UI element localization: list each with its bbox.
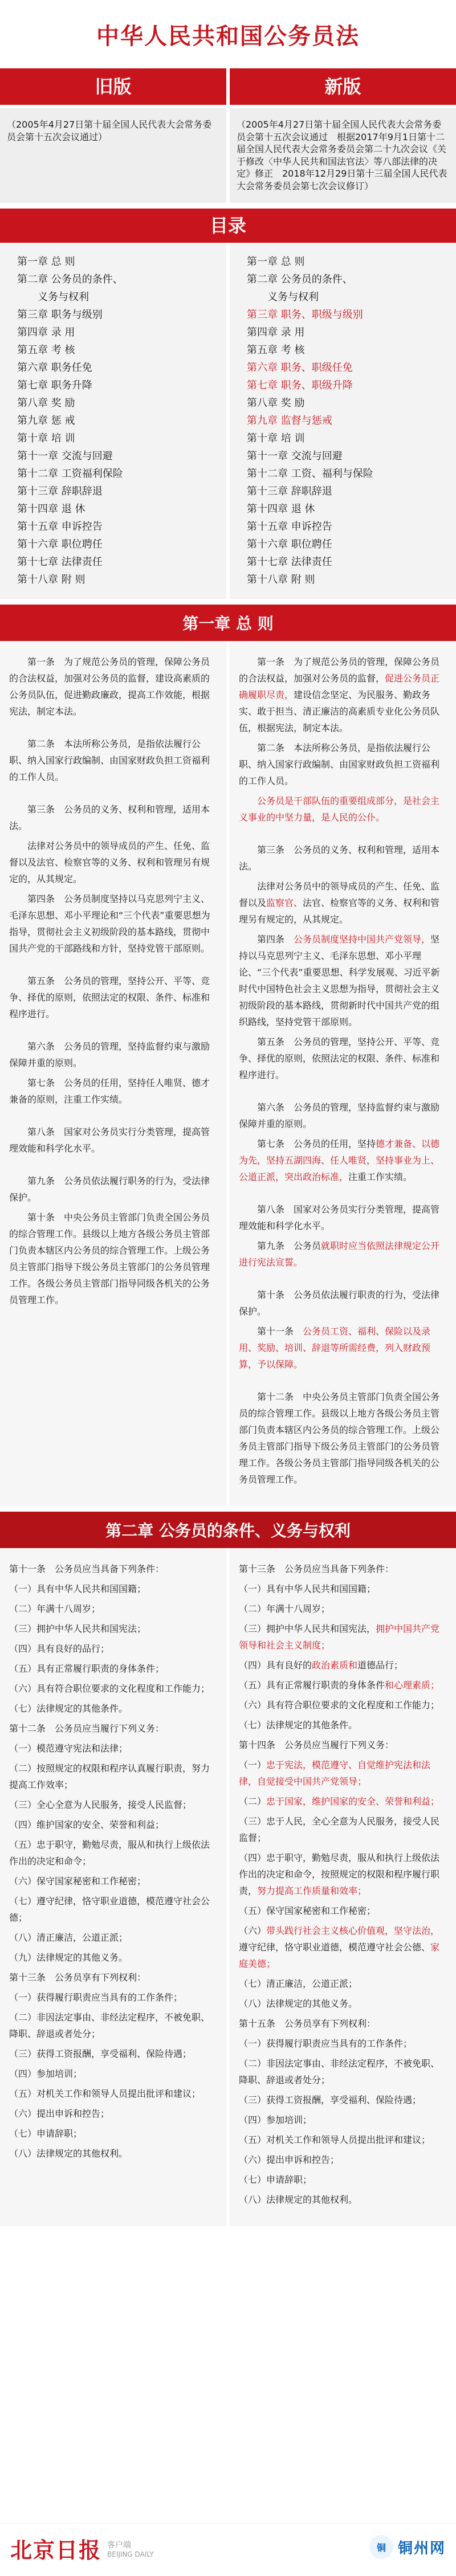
toc-item: 义务与权利 xyxy=(38,291,89,303)
article-text: （五）对机关工作和领导人员提出批评和建议； xyxy=(9,2088,201,2099)
article-paragraph xyxy=(239,1813,447,1846)
footer-right xyxy=(369,2535,446,2559)
article-paragraph xyxy=(9,1124,217,1157)
revised-text: 政治素质和 xyxy=(312,1659,358,1671)
article-paragraph xyxy=(239,1850,447,1899)
article-paragraph xyxy=(239,1677,447,1693)
article-text: 第一条 为了规范公务员的管理，保障公务员的合法权益，加强对公务员的监督，建设高素质的公务员队伍，促进勤政廉政，提高工作效能，根据宪法，制定本法。 xyxy=(9,656,210,717)
article-paragraph xyxy=(9,1873,217,1889)
toc-item: 第八章 奖 励 xyxy=(17,397,75,409)
toc-item: 第十四章 退 休 xyxy=(17,503,85,515)
toc-item: 第十七章 法律责任 xyxy=(17,556,103,568)
revised-text: 德才兼备、以德为先，坚持五湖四海、任人唯贤，坚持事业为上、公道正派，突出政治标准， xyxy=(239,1138,440,1182)
article-text: （一）获得履行职责应当具有的工作条件； xyxy=(9,1991,183,2003)
article-text: 第八条 国家对公务员实行分类管理，提高管理效能和科学化水平。 xyxy=(239,1203,440,1231)
article-text: （六） xyxy=(239,1925,267,1936)
article-text: （三）全心全意为人民服务，接受人民监督； xyxy=(9,1799,192,1810)
article-paragraph xyxy=(239,1034,447,1083)
brand-name: 铜州网 xyxy=(397,2540,446,2557)
new-version-header: 新版 xyxy=(230,68,456,105)
article-paragraph xyxy=(239,1737,447,1753)
article-text: （三）忠于人民，全心全意为人民服务，接受人民监督； xyxy=(239,1815,440,1843)
article-paragraph xyxy=(239,2035,447,2052)
article-text: （三）拥护中华人民共和国宪法； xyxy=(9,1623,146,1634)
toc-item: 第十四章 退 休 xyxy=(247,503,315,515)
article-paragraph xyxy=(9,838,217,887)
article-paragraph xyxy=(239,842,447,875)
article-paragraph xyxy=(239,1757,447,1790)
article-paragraph xyxy=(9,1740,217,1757)
article-text: （六）提出申诉和控告； xyxy=(9,2108,110,2119)
article-text: 第十二条 中央公务员主管部门负责全国公务员的综合管理工作。县级以上地方各级公务员主管部门负责本辖区内公务员的综合管理工作。上级公务员主管部门指导下级公务员主管部门的公务员管理工作。各级公务员主管部门指导同级各机关的公务员管理工作。 xyxy=(239,1391,440,1485)
toc-item: 第七章 职务升降 xyxy=(17,379,92,391)
article-text: （一）获得履行职责应当具有的工作条件； xyxy=(239,2038,413,2049)
article-text: （六）具有符合职位要求的文化程度和工作能力； xyxy=(9,1683,210,1694)
article-text: （一） xyxy=(239,1759,267,1770)
toc-item: 第二章 公务员的条件、 xyxy=(247,273,353,285)
article-text: 第九条 公务员 xyxy=(257,1240,321,1251)
article-paragraph xyxy=(239,1561,447,1577)
article-paragraph xyxy=(239,1793,447,1810)
article-text: （四）具有良好的 xyxy=(239,1659,312,1671)
article-text: 注重工作实绩。 xyxy=(348,1171,413,1182)
article-paragraph xyxy=(239,1620,447,1654)
article-text: （九）法律规定的其他义务。 xyxy=(9,1952,128,1963)
article-paragraph xyxy=(9,891,217,957)
toc-item: 第一章 总 则 xyxy=(17,255,75,268)
toc-item: 第二章 公务员的条件、 xyxy=(17,273,123,285)
article-paragraph xyxy=(9,1581,217,1597)
article-text: （五）具有正常履行职责的身体条件 xyxy=(239,1679,385,1691)
article-text: （五）对机关工作和领导人员提出批评和建议； xyxy=(239,2134,431,2145)
article-text: （四）参加培训； xyxy=(239,2114,312,2125)
article-text: （七）申请辞职； xyxy=(9,2128,83,2139)
article-text: 第三条 公务员的义务、权利和管理，适用本法。 xyxy=(9,803,210,831)
chapter2-title: 第二章 公务员的条件、义务与权利 xyxy=(0,1512,456,1548)
toc-item: 义务与权利 xyxy=(267,291,319,303)
article-paragraph xyxy=(9,1075,217,1108)
toc-item: 第三章 职务与级别 xyxy=(17,308,103,321)
article-paragraph xyxy=(9,2085,217,2102)
article-paragraph xyxy=(9,1680,217,1697)
article-text: 第十一条 xyxy=(257,1325,303,1337)
article-text: 第五条 公务员的管理，坚持公开、平等、竞争、择优的原则，依照法定的权限、条件、标准和程序进行。 xyxy=(239,1036,440,1080)
article-paragraph xyxy=(239,1903,447,1919)
article-paragraph xyxy=(9,1797,217,1813)
toc-item: 第六章 职务、职级任免 xyxy=(247,361,353,374)
article-text: 第五条 公务员的管理，坚持公开、平等、竞争、择优的原则，依照法定的权限、条件、标准和程序进行。 xyxy=(9,975,210,1019)
version-header xyxy=(0,68,456,105)
toc-item: 第八章 奖 励 xyxy=(247,397,305,409)
article-paragraph xyxy=(239,2152,447,2168)
article-paragraph xyxy=(239,1238,447,1271)
article-paragraph xyxy=(9,1893,217,1926)
article-paragraph xyxy=(239,793,447,826)
revised-text: 公务员工资、福利、保险以及录用、奖励、培训、辞退等所需经费，列入财政预算，予以保障。 xyxy=(239,1325,431,1370)
article-paragraph xyxy=(9,973,217,1022)
article-paragraph xyxy=(9,1929,217,1946)
article-text: 第六条 公务员的管理，坚持监督约束与激励保障并重的原则。 xyxy=(239,1101,440,1129)
article-paragraph xyxy=(239,2055,447,2088)
article-text: 法官、检察官等的义务、权利和管理另有规定的，从其规定。 xyxy=(239,897,440,925)
article-paragraph xyxy=(239,1717,447,1733)
article-paragraph xyxy=(239,740,447,789)
toc-item: 第十二章 工资、福利与保险 xyxy=(247,467,373,480)
article-text: 建设信念坚定、为民服务、勤政务实、敢于担当、清正廉洁的高素质专业化公务员队伍，根据宪法，制定本法。 xyxy=(239,689,440,733)
article-paragraph xyxy=(9,1969,217,1986)
article-paragraph xyxy=(9,1601,217,1617)
chapter1-new-column xyxy=(230,641,456,1506)
article-paragraph xyxy=(239,2092,447,2108)
article-paragraph xyxy=(9,654,217,720)
revised-text: 带头践行社会主义核心价值观，坚守法治， xyxy=(266,1925,440,1936)
article-paragraph xyxy=(9,1700,217,1717)
toc-item: 第六章 职务任免 xyxy=(17,361,92,374)
toc-title: 目录 xyxy=(0,209,456,243)
article-paragraph xyxy=(9,1038,217,1071)
article-paragraph xyxy=(9,1620,217,1637)
article-paragraph xyxy=(9,1720,217,1737)
footer-logo-text xyxy=(107,2539,154,2558)
article-text: （二） xyxy=(239,1795,267,1807)
article-paragraph xyxy=(239,1389,447,1488)
article-text: 道德品行； xyxy=(357,1659,404,1671)
article-text: 第九条 公务员依法履行职务的行为，受法律保护。 xyxy=(9,1175,210,1203)
page-title: 中华人民共和国公务员法 xyxy=(96,23,360,50)
article-text: 第十一条 公务员应当具备下列条件： xyxy=(9,1563,165,1574)
toc-item: 第一章 总 则 xyxy=(247,255,305,268)
article-paragraph xyxy=(239,1581,447,1597)
old-source: （2005年4月27日第十届全国人民代表大会常务委员会第十五次会议通过） xyxy=(0,108,226,203)
article-text: 遵守纪律，恪守职业道德，模范遵守社会公德、 xyxy=(239,1941,431,1953)
chapter2-new-column xyxy=(230,1548,456,2226)
toc-item: 第十一章 交流与回避 xyxy=(17,450,113,462)
revised-text: 促进公务员正确履职尽责， xyxy=(239,672,440,700)
article-text: （一）模范遵守宪法和法律； xyxy=(9,1742,128,1754)
article-text: （七）法律规定的其他条件。 xyxy=(239,1719,358,1730)
article-text: （七）申请辞职； xyxy=(239,2174,312,2185)
toc-item: 第十六章 职位聘任 xyxy=(247,538,332,550)
revised-text: 拥护中国共产党领导和社会主义制度； xyxy=(239,1623,440,1651)
article-text: （一）具有中华人民共和国国籍； xyxy=(9,1583,146,1594)
revised-text: 家庭美德； xyxy=(239,1941,440,1969)
article-paragraph xyxy=(9,1209,217,1308)
chapter1-old-column xyxy=(0,641,226,1506)
article-text: 第二条 本法所称公务员，是指依法履行公职、纳入国家行政编制、由国家财政负担工资福利的工作人员。 xyxy=(239,742,440,786)
article-paragraph xyxy=(9,2065,217,2082)
article-paragraph xyxy=(9,1640,217,1657)
article-text: 第十三条 公务员应当具备下列条件： xyxy=(239,1563,394,1574)
article-text: （八）法律规定的其他权利。 xyxy=(9,2148,128,2159)
article-text: （五）具有正常履行职责的身体条件； xyxy=(9,1663,165,1674)
article-text: （四）忠于职守，勤勉尽责，服从和执行上级依法作出的决定和命令，按照规定的权限和程序履行职责， xyxy=(239,1852,440,1896)
article-paragraph xyxy=(239,1601,447,1617)
toc-item: 第十六章 职位聘任 xyxy=(17,538,103,550)
chapter2-compare xyxy=(0,1548,456,2226)
footer-logo-en: BEIJING DAILY xyxy=(107,2550,154,2558)
article-text: 法律对公务员中的领导成员的产生、任免、监督以及法官、检察官等的义务、权利和管理另有规定的，从其规定。 xyxy=(9,840,210,884)
article-text: （八）法律规定的其他权利。 xyxy=(239,2194,358,2205)
article-text: 坚持以马克思列宁主义、毛泽东思想、邓小平理论、“三个代表”重要思想、科学发展观、习近平新时代中国特色社会主义思想为指导，贯彻社会主义初级阶段的基本路线，贯彻新时代中国共产党的组织路线，坚持党管干部原则。 xyxy=(239,933,440,1027)
article-paragraph xyxy=(9,1173,217,1206)
toc-item: 第十七章 法律责任 xyxy=(247,556,332,568)
article-text: 第一条 为了规范公务员的管理，保障公务员的合法权益，加强对公务员的监督， xyxy=(239,656,440,684)
toc-item: 第九章 监督与惩戒 xyxy=(247,414,332,427)
article-text: 第十二条 公务员应当履行下列义务： xyxy=(9,1722,165,1734)
sources-row xyxy=(0,108,456,203)
article-text: （八）法律规定的其他义务。 xyxy=(239,1998,358,2009)
article-paragraph xyxy=(9,1949,217,1966)
article-text: 法律对公务员中的领导成员的产生、任免、监督以及 xyxy=(239,880,440,908)
article-paragraph xyxy=(239,1136,447,1185)
toc-item: 第四章 录 用 xyxy=(17,326,75,338)
article-text: （六）具有符合职位要求的文化程度和工作能力； xyxy=(239,1699,440,1710)
article-text: （八）清正廉洁，公道正派； xyxy=(9,1932,128,1943)
article-text: 第七条 公务员的任用，坚持任人唯贤、德才兼备的原则，注重工作实绩。 xyxy=(9,1077,210,1105)
article-text: （二）非因法定事由、非经法定程序，不被免职、降职、辞退或者处分； xyxy=(9,2011,210,2039)
article-text: 第六条 公务员的管理，坚持监督约束与激励保障并重的原则。 xyxy=(9,1040,210,1068)
revised-text: 公务员制度坚持中国共产党领导， xyxy=(294,933,431,945)
toc-item: 第十八章 附 则 xyxy=(17,573,85,586)
toc-item: 第七章 职务、职级升降 xyxy=(247,379,353,391)
article-text: （六）提出申诉和控告； xyxy=(239,2154,340,2165)
footer-logo-sub: 客户端 xyxy=(107,2540,132,2550)
brand-mark-icon: 铜 xyxy=(369,2535,393,2559)
toc-item: 第十章 培 训 xyxy=(17,432,75,444)
article-paragraph xyxy=(239,2171,447,2188)
article-text: 第四条 xyxy=(257,933,294,945)
article-paragraph xyxy=(239,2015,447,2032)
revised-text: 监察官、 xyxy=(266,897,303,908)
article-text: 第十三条 公务员享有下列权利： xyxy=(9,1971,146,1983)
article-text: （二）年满十八周岁； xyxy=(9,1603,101,1614)
toc-new-column xyxy=(230,243,456,599)
toc-item: 第十二章 工资福利保险 xyxy=(17,467,123,480)
article-text: 第十五条 公务员享有下列权利： xyxy=(239,2018,376,2029)
article-paragraph xyxy=(239,931,447,1030)
article-text: （四）参加培训； xyxy=(9,2068,83,2079)
article-paragraph xyxy=(9,1561,217,1577)
article-paragraph xyxy=(9,2125,217,2142)
article-text: （三）拥护中华人民共和国宪法， xyxy=(239,1623,376,1634)
toc-item: 第三章 职务、职级与级别 xyxy=(247,308,363,321)
article-text: 第十条 中央公务员主管部门负责全国公务员的综合管理工作。县级以上地方各级公务员主管部门负责本辖区内公务员的综合管理工作。上级公务员主管部门指导下级公务员主管部门的公务员管理工作。各级公务员主管部门指导同级各机关的公务员管理工作。 xyxy=(9,1211,210,1305)
revised-text: 忠于宪法，模范遵守、自觉维护宪法和法律，自觉接受中国共产党领导； xyxy=(239,1759,431,1787)
toc-item: 第五章 考 核 xyxy=(247,344,305,356)
article-paragraph xyxy=(239,2112,447,2128)
article-paragraph xyxy=(9,736,217,785)
article-paragraph xyxy=(9,1989,217,2006)
article-paragraph xyxy=(239,1287,447,1320)
article-paragraph xyxy=(239,654,447,736)
article-paragraph xyxy=(9,2145,217,2162)
toc-item: 第十三章 辞职辞退 xyxy=(17,485,103,497)
article-paragraph xyxy=(239,1995,447,2012)
toc-item: 第四章 录 用 xyxy=(247,326,305,338)
toc-item: 第十五章 申诉控告 xyxy=(247,520,332,533)
article-text: （五）忠于职守，勤勉尽责，服从和执行上级依法作出的决定和命令； xyxy=(9,1839,210,1867)
article-paragraph xyxy=(239,878,447,928)
article-paragraph xyxy=(239,1099,447,1132)
article-paragraph xyxy=(9,801,217,834)
chapter2-old-column xyxy=(0,1548,226,2226)
article-paragraph xyxy=(9,1760,217,1793)
article-text: 第七条 公务员的任用，坚持 xyxy=(257,1138,376,1149)
chapter1-compare xyxy=(0,641,456,1506)
new-source: （2005年4月27日第十届全国人民代表大会常务委员会第十五次会议通过 根据2017年9月1日第十二届全国人民代表大会常务委员会第二十九次会议《关于修改〈中华人民共和国法官法〉等八部法律的决定》修正 2018年12月29日第十三届全国人民代表大会常务委员会第七次会议修订） xyxy=(230,108,456,203)
toc-item: 第十八章 附 则 xyxy=(247,573,315,586)
article-paragraph xyxy=(9,2046,217,2062)
beijing-daily-logo: 北京日报 xyxy=(10,2537,102,2563)
toc-item: 第九章 惩 戒 xyxy=(17,414,75,427)
article-text: 第八条 国家对公务员实行分类管理，提高管理效能和科学化水平。 xyxy=(9,1126,210,1154)
article-text: （二）非因法定事由、非经法定程序，不被免职、降职、辞退或者处分； xyxy=(239,2057,440,2085)
revised-text: 公务员是干部队伍的重要组成部分，是社会主义事业的中坚力量，是人民的公仆。 xyxy=(239,795,440,823)
article-paragraph xyxy=(9,2105,217,2122)
article-paragraph xyxy=(9,1660,217,1677)
revised-text: 努力提高工作质量和效率； xyxy=(257,1885,367,1896)
article-paragraph xyxy=(239,1975,447,1992)
article-paragraph xyxy=(239,1697,447,1713)
revised-text: 忠于国家，维护国家的安全、荣誉和利益； xyxy=(266,1795,440,1807)
article-paragraph xyxy=(9,2009,217,2042)
article-text: （七）遵守纪律，恪守职业道德，模范遵守社会公德； xyxy=(9,1895,210,1923)
article-text: 第十条 公务员依法履行职责的行为，受法律保护。 xyxy=(239,1289,440,1317)
article-text: （一）具有中华人民共和国国籍； xyxy=(239,1583,376,1594)
revised-text: 就职时应当依照法律规定公开进行宪法宣誓。 xyxy=(239,1240,440,1268)
article-text: （二）年满十八周岁； xyxy=(239,1603,331,1614)
article-text: （七）清正廉洁，公道正派； xyxy=(239,1978,358,1989)
article-text: 第十四条 公务员应当履行下列义务： xyxy=(239,1739,394,1750)
article-paragraph xyxy=(239,1201,447,1234)
toc-item: 第十章 培 训 xyxy=(247,432,305,444)
article-paragraph xyxy=(239,1323,447,1373)
revised-text: 和心理素质； xyxy=(385,1679,440,1691)
article-paragraph xyxy=(9,1816,217,1833)
article-text: （三）获得工资报酬，享受福利、保险待遇； xyxy=(9,2048,192,2059)
article-paragraph xyxy=(239,1922,447,1972)
toc-item: 第十一章 交流与回避 xyxy=(247,450,343,462)
article-paragraph xyxy=(9,1836,217,1869)
chapter1-title: 第一章 总 则 xyxy=(0,605,456,641)
article-text: （三）获得工资报酬，享受福利、保险待遇； xyxy=(239,2094,422,2105)
toc-item: 第十五章 申诉控告 xyxy=(17,520,103,533)
article-text: （七）法律规定的其他条件。 xyxy=(9,1703,128,1714)
toc xyxy=(0,243,456,599)
article-text: （五）保守国家秘密和工作秘密； xyxy=(239,1905,376,1916)
article-text: 第二条 本法所称公务员，是指依法履行公职、纳入国家行政编制、由国家财政负担工资福利的工作人员。 xyxy=(9,738,210,782)
article-paragraph xyxy=(239,1657,447,1673)
toc-item: 第十三章 辞职辞退 xyxy=(247,485,332,497)
footer-left xyxy=(10,2533,154,2564)
article-text: 第四条 公务员制度坚持以马克思列宁主义、毛泽东思想、邓小平理论和“三个代表”重要思想为指导，贯彻社会主义初级阶段的基本路线，贯彻中国共产党的干部路线和方针，坚持党管干部原则。 xyxy=(9,893,210,954)
article-text: （六）保守国家秘密和工作秘密； xyxy=(9,1875,146,1887)
article-paragraph xyxy=(239,2191,447,2208)
article-text: （四）具有良好的品行； xyxy=(9,1643,110,1654)
article-text: 第三条 公务员的义务、权利和管理，适用本法。 xyxy=(239,844,440,872)
footer xyxy=(0,2523,456,2576)
article-paragraph xyxy=(239,2132,447,2148)
old-version-header: 旧版 xyxy=(0,68,226,105)
toc-old-column xyxy=(0,243,226,599)
article-text: （二）按照规定的权限和程序认真履行职责，努力提高工作效率； xyxy=(9,1762,210,1790)
article-text: （四）维护国家的安全、荣誉和利益； xyxy=(9,1819,165,1830)
toc-item: 第五章 考 核 xyxy=(17,344,75,356)
